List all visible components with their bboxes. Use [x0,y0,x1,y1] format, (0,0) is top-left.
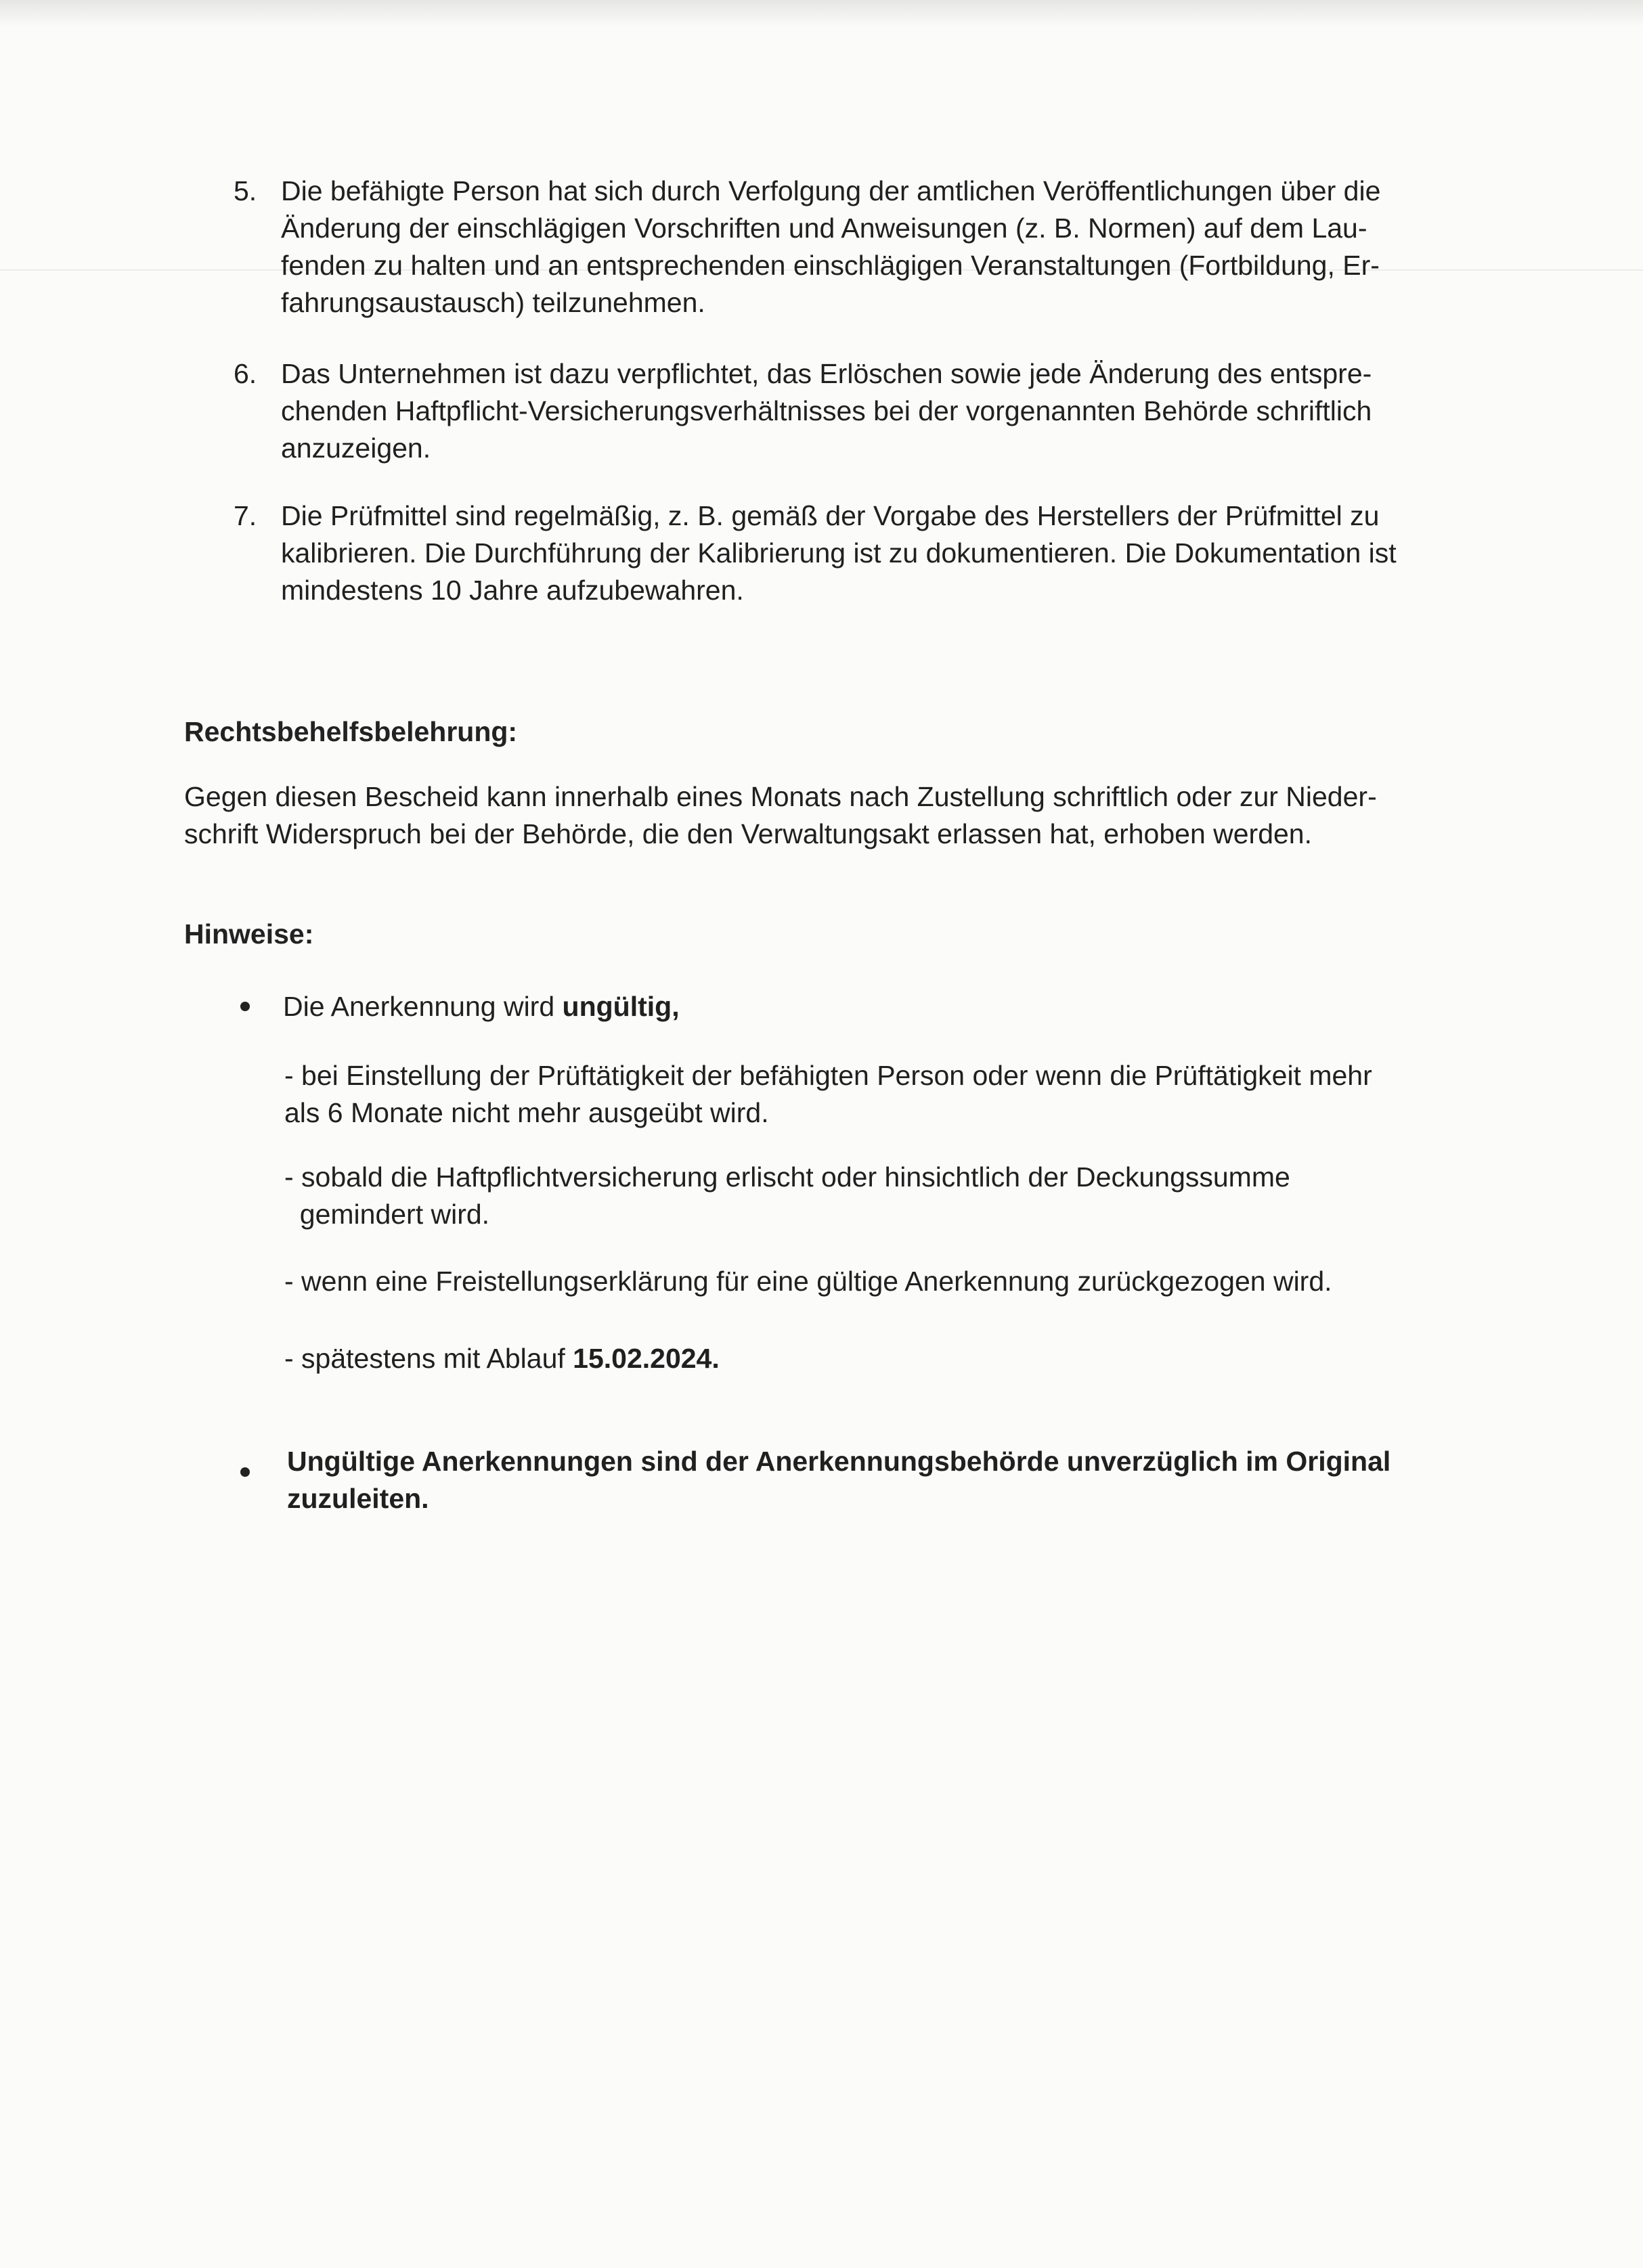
text-line: zuzuleiten. [287,1483,429,1514]
bullet-text: Die Anerkennung wird [283,991,563,1022]
sub-item-1 [284,1057,1372,1132]
sub-item-3 [284,1263,1332,1300]
scan-edge-shadow [0,0,1643,27]
bullet-return-original [287,1443,1390,1517]
text-line: Ungültige Anerkennungen sind der Anerkennungsbehörde unverzüglich im Original [287,1446,1391,1477]
bullet-invalidity [283,988,680,1025]
sub-item-2 [284,1159,1290,1233]
item-number: 6. [234,358,257,389]
item-text [281,173,1547,321]
item-number: 7. [234,500,257,531]
text-line: - sobald die Haftpflichtversicherung erlischt oder hinsichtlich der Deckungssumme [284,1161,1290,1193]
deadline-text: - spätestens mit Ablauf [284,1343,573,1374]
text-line: schrift Widerspruch bei der Behörde, die den Verwaltungsakt erlassen hat, erhoben werden. [184,818,1313,849]
text-line: fahrungsaustausch) teilzunehmen. [281,287,705,318]
text-line: Änderung der einschlägigen Vorschriften und Anweisungen (z. B. Normen) auf dem Lau- [281,213,1367,244]
text-line: anzuzeigen. [281,432,431,464]
rechtsbehelf-text [184,778,1377,853]
rechtsbehelf-heading: Rechtsbehelfsbelehrung: [184,716,518,747]
text-line: chenden Haftpflicht-Versicherungsverhältnisses bei der vorgenannten Behörde schriftlich [281,395,1372,426]
text-line: gemindert wird. [284,1199,490,1230]
bullet-icon [240,1467,250,1477]
text-line: Das Unternehmen ist dazu verpflichtet, das Erlöschen sowie jede Änderung des entspre- [281,358,1372,389]
text-line: mindestens 10 Jahre aufzubewahren. [281,575,744,606]
text-line: Die Prüfmittel sind regelmäßig, z. B. gemäß der Vorgabe des Herstellers der Prüfmittel zu [281,500,1380,531]
text-line: fenden zu halten und an entsprechenden einschlägigen Veranstaltungen (Fortbildung, Er- [281,250,1380,281]
bullet-bold-text: ungültig, [562,991,680,1022]
text-line: Gegen diesen Bescheid kann innerhalb eines Monats nach Zustellung schriftlich oder zur Nieder- [184,781,1377,812]
text-line: - wenn eine Freistellungserklärung für eine gültige Anerkennung zurückgezogen wird. [284,1266,1332,1297]
deadline-line [284,1340,720,1377]
text-line: kalibrieren. Die Durchführung der Kalibrierung ist zu dokumentieren. Die Dokumentation ist [281,537,1397,569]
hinweise-heading: Hinweise: [184,918,314,950]
text-line: als 6 Monate nicht mehr ausgeübt wird. [284,1097,769,1128]
bullet-icon [240,1002,250,1011]
deadline-date: 15.02.2024. [573,1343,720,1374]
item-text [281,355,1547,467]
item-number: 5. [234,175,257,206]
text-line: Die befähigte Person hat sich durch Verfolgung der amtlichen Veröffentlichungen über die [281,175,1381,206]
item-text [281,497,1547,609]
text-line: - bei Einstellung der Prüftätigkeit der befähigten Person oder wenn die Prüftätigkeit mehr [284,1060,1372,1091]
